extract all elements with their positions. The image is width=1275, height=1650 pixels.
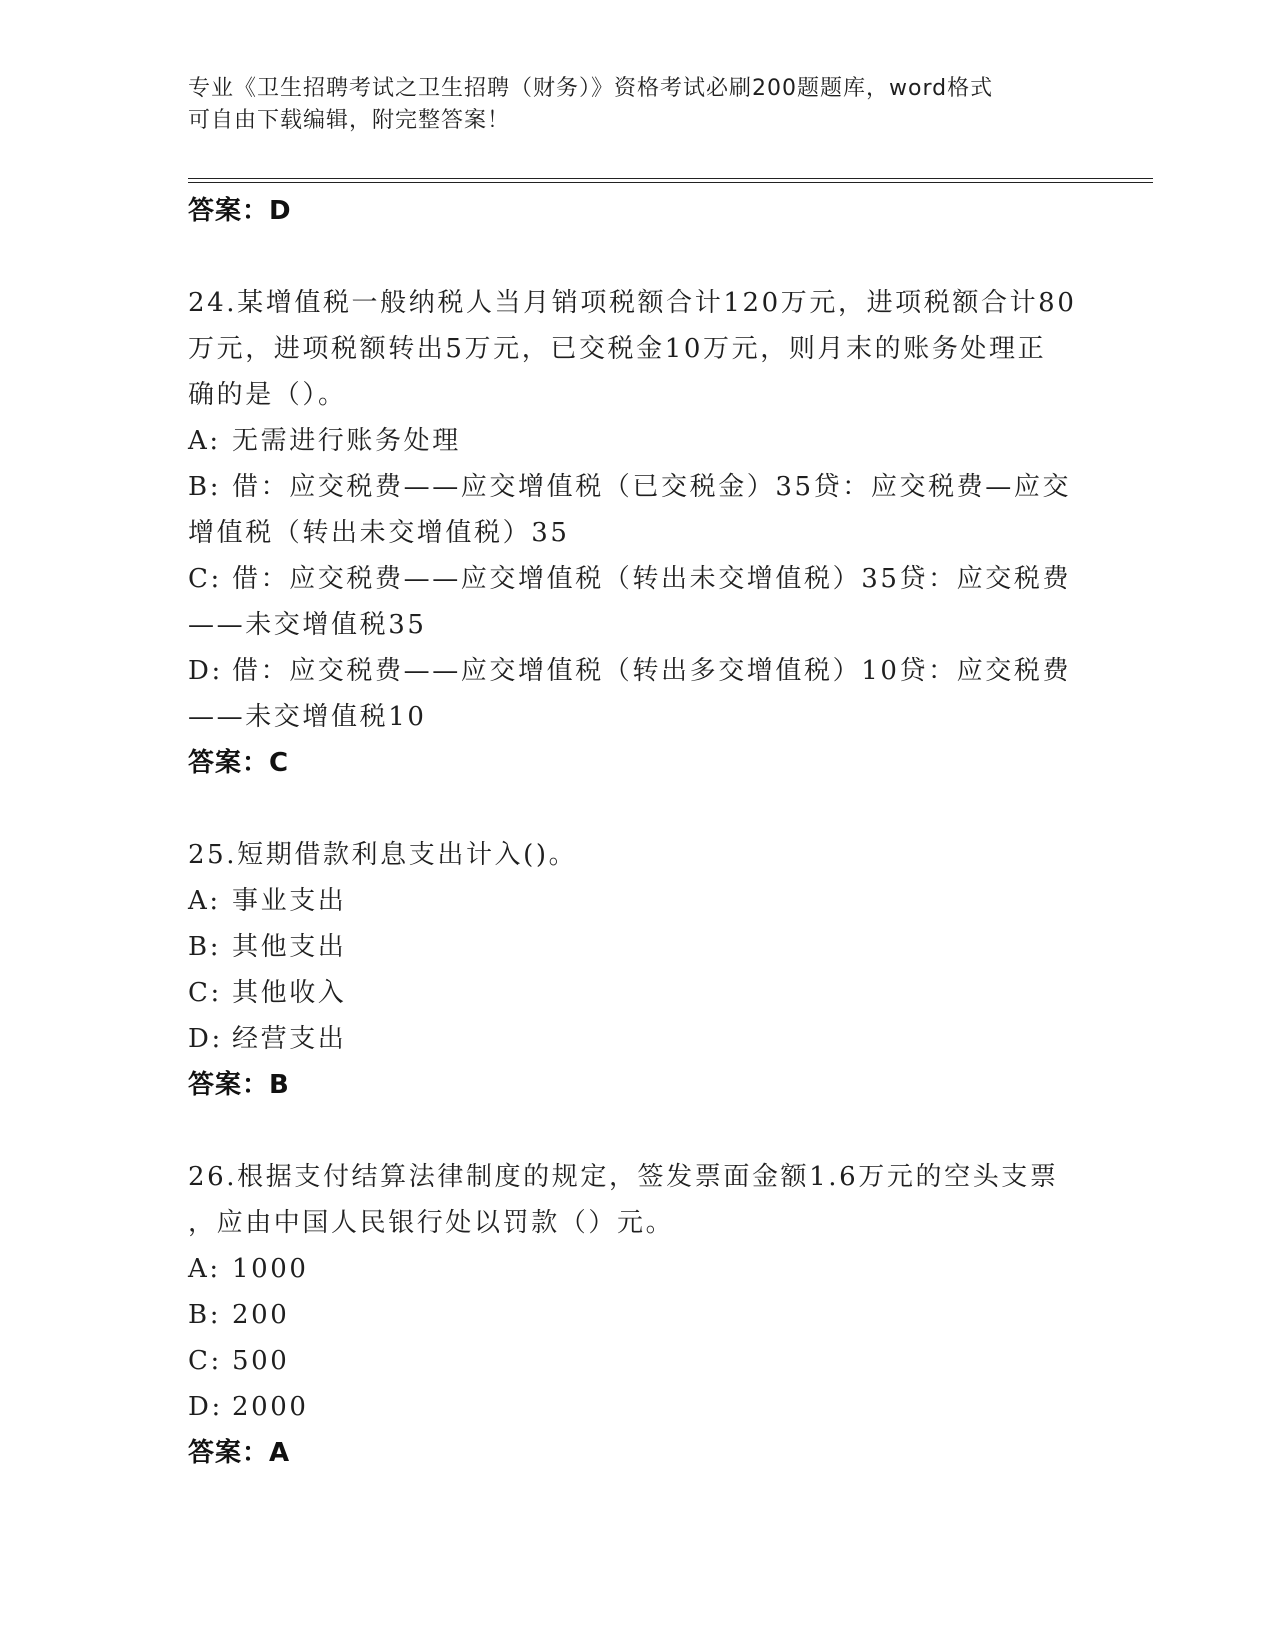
header-line-2: 可自由下载编辑，附完整答案！ (188, 108, 511, 133)
option-c (188, 970, 1088, 1016)
option-a (188, 878, 1088, 924)
option-label: B: (188, 472, 222, 502)
option-d (188, 648, 1088, 694)
question-list (188, 188, 1088, 1476)
spacer (188, 786, 1088, 832)
option-d-continuation: ——未交增值税10 (188, 702, 427, 732)
answer-line (188, 1062, 1088, 1108)
option-text: 借：应交税费——应交增值税（转出多交增值税）10贷：应交税费 (232, 656, 1072, 686)
header-divider-top (188, 178, 1153, 179)
question-stem-line: ，应由中国人民银行处以罚款（）元。 (188, 1208, 675, 1238)
option-label: D: (188, 656, 223, 686)
header-line-1: 专业《卫生招聘考试之卫生招聘（财务）》资格考试必刷200题题库，word格式 (188, 76, 994, 101)
option-c (188, 1338, 1088, 1384)
answer-label: 答案： (188, 1070, 270, 1100)
document-header (188, 73, 1068, 137)
option-d (188, 1384, 1088, 1430)
option-label: A: (188, 426, 221, 456)
option-text: 500 (232, 1346, 290, 1376)
answer-label: 答案： (188, 196, 270, 226)
option-b (188, 1292, 1088, 1338)
answer-label: 答案： (188, 1438, 270, 1468)
answer-value: C (269, 748, 290, 778)
option-label: B: (188, 932, 222, 962)
spacer (188, 234, 1088, 280)
option-c (188, 556, 1088, 602)
option-label: A: (188, 1254, 221, 1284)
option-label: C: (188, 564, 222, 594)
spacer (188, 1108, 1088, 1154)
option-label: D: (188, 1392, 223, 1422)
option-text: 其他收入 (232, 978, 347, 1008)
option-label: B: (188, 1300, 222, 1330)
option-b (188, 924, 1088, 970)
option-b-continuation: 增值税（转出未交增值税）35 (188, 518, 570, 548)
option-text: 200 (232, 1300, 290, 1330)
option-text: 其他支出 (232, 932, 347, 962)
option-text: 借：应交税费——应交增值税（已交税金）35贷：应交税费—应交 (232, 472, 1072, 502)
answer-label: 答案： (188, 748, 270, 778)
answer-line (188, 740, 1088, 786)
option-label: D: (188, 1024, 223, 1054)
option-b (188, 464, 1088, 510)
option-text: 1000 (232, 1254, 309, 1284)
option-label: C: (188, 1346, 222, 1376)
question-stem-line: 确的是（）。 (188, 380, 347, 410)
answer-value: B (269, 1070, 290, 1100)
question-block (188, 1154, 1088, 1476)
option-a (188, 418, 1088, 464)
question-block (188, 832, 1088, 1108)
option-text: 借：应交税费——应交增值税（转出未交增值税）35贷：应交税费 (232, 564, 1072, 594)
option-text: 2000 (232, 1392, 309, 1422)
question-stem-line: 24.某增值税一般纳税人当月销项税额合计120万元，进项税额合计80 (188, 288, 1077, 318)
answer-value: D (269, 196, 292, 226)
option-text: 无需进行账务处理 (232, 426, 461, 456)
option-a (188, 1246, 1088, 1292)
option-label: A: (188, 886, 221, 916)
option-c-continuation: ——未交增值税35 (188, 610, 427, 640)
answer-line (188, 1430, 1088, 1476)
question-stem-line: 万元，进项税额转出5万元，已交税金10万元，则月末的账务处理正 (188, 334, 1047, 364)
question-block (188, 280, 1088, 786)
option-text: 事业支出 (232, 886, 347, 916)
answer-value: A (269, 1438, 291, 1468)
question-stem-line: 26.根据支付结算法律制度的规定，签发票面金额1.6万元的空头支票 (188, 1162, 1059, 1192)
question-stem-line: 25.短期借款利息支出计入()。 (188, 840, 578, 870)
answer-line (188, 188, 1088, 234)
header-divider-bottom (188, 182, 1153, 183)
option-d (188, 1016, 1088, 1062)
option-text: 经营支出 (232, 1024, 347, 1054)
option-label: C: (188, 978, 222, 1008)
